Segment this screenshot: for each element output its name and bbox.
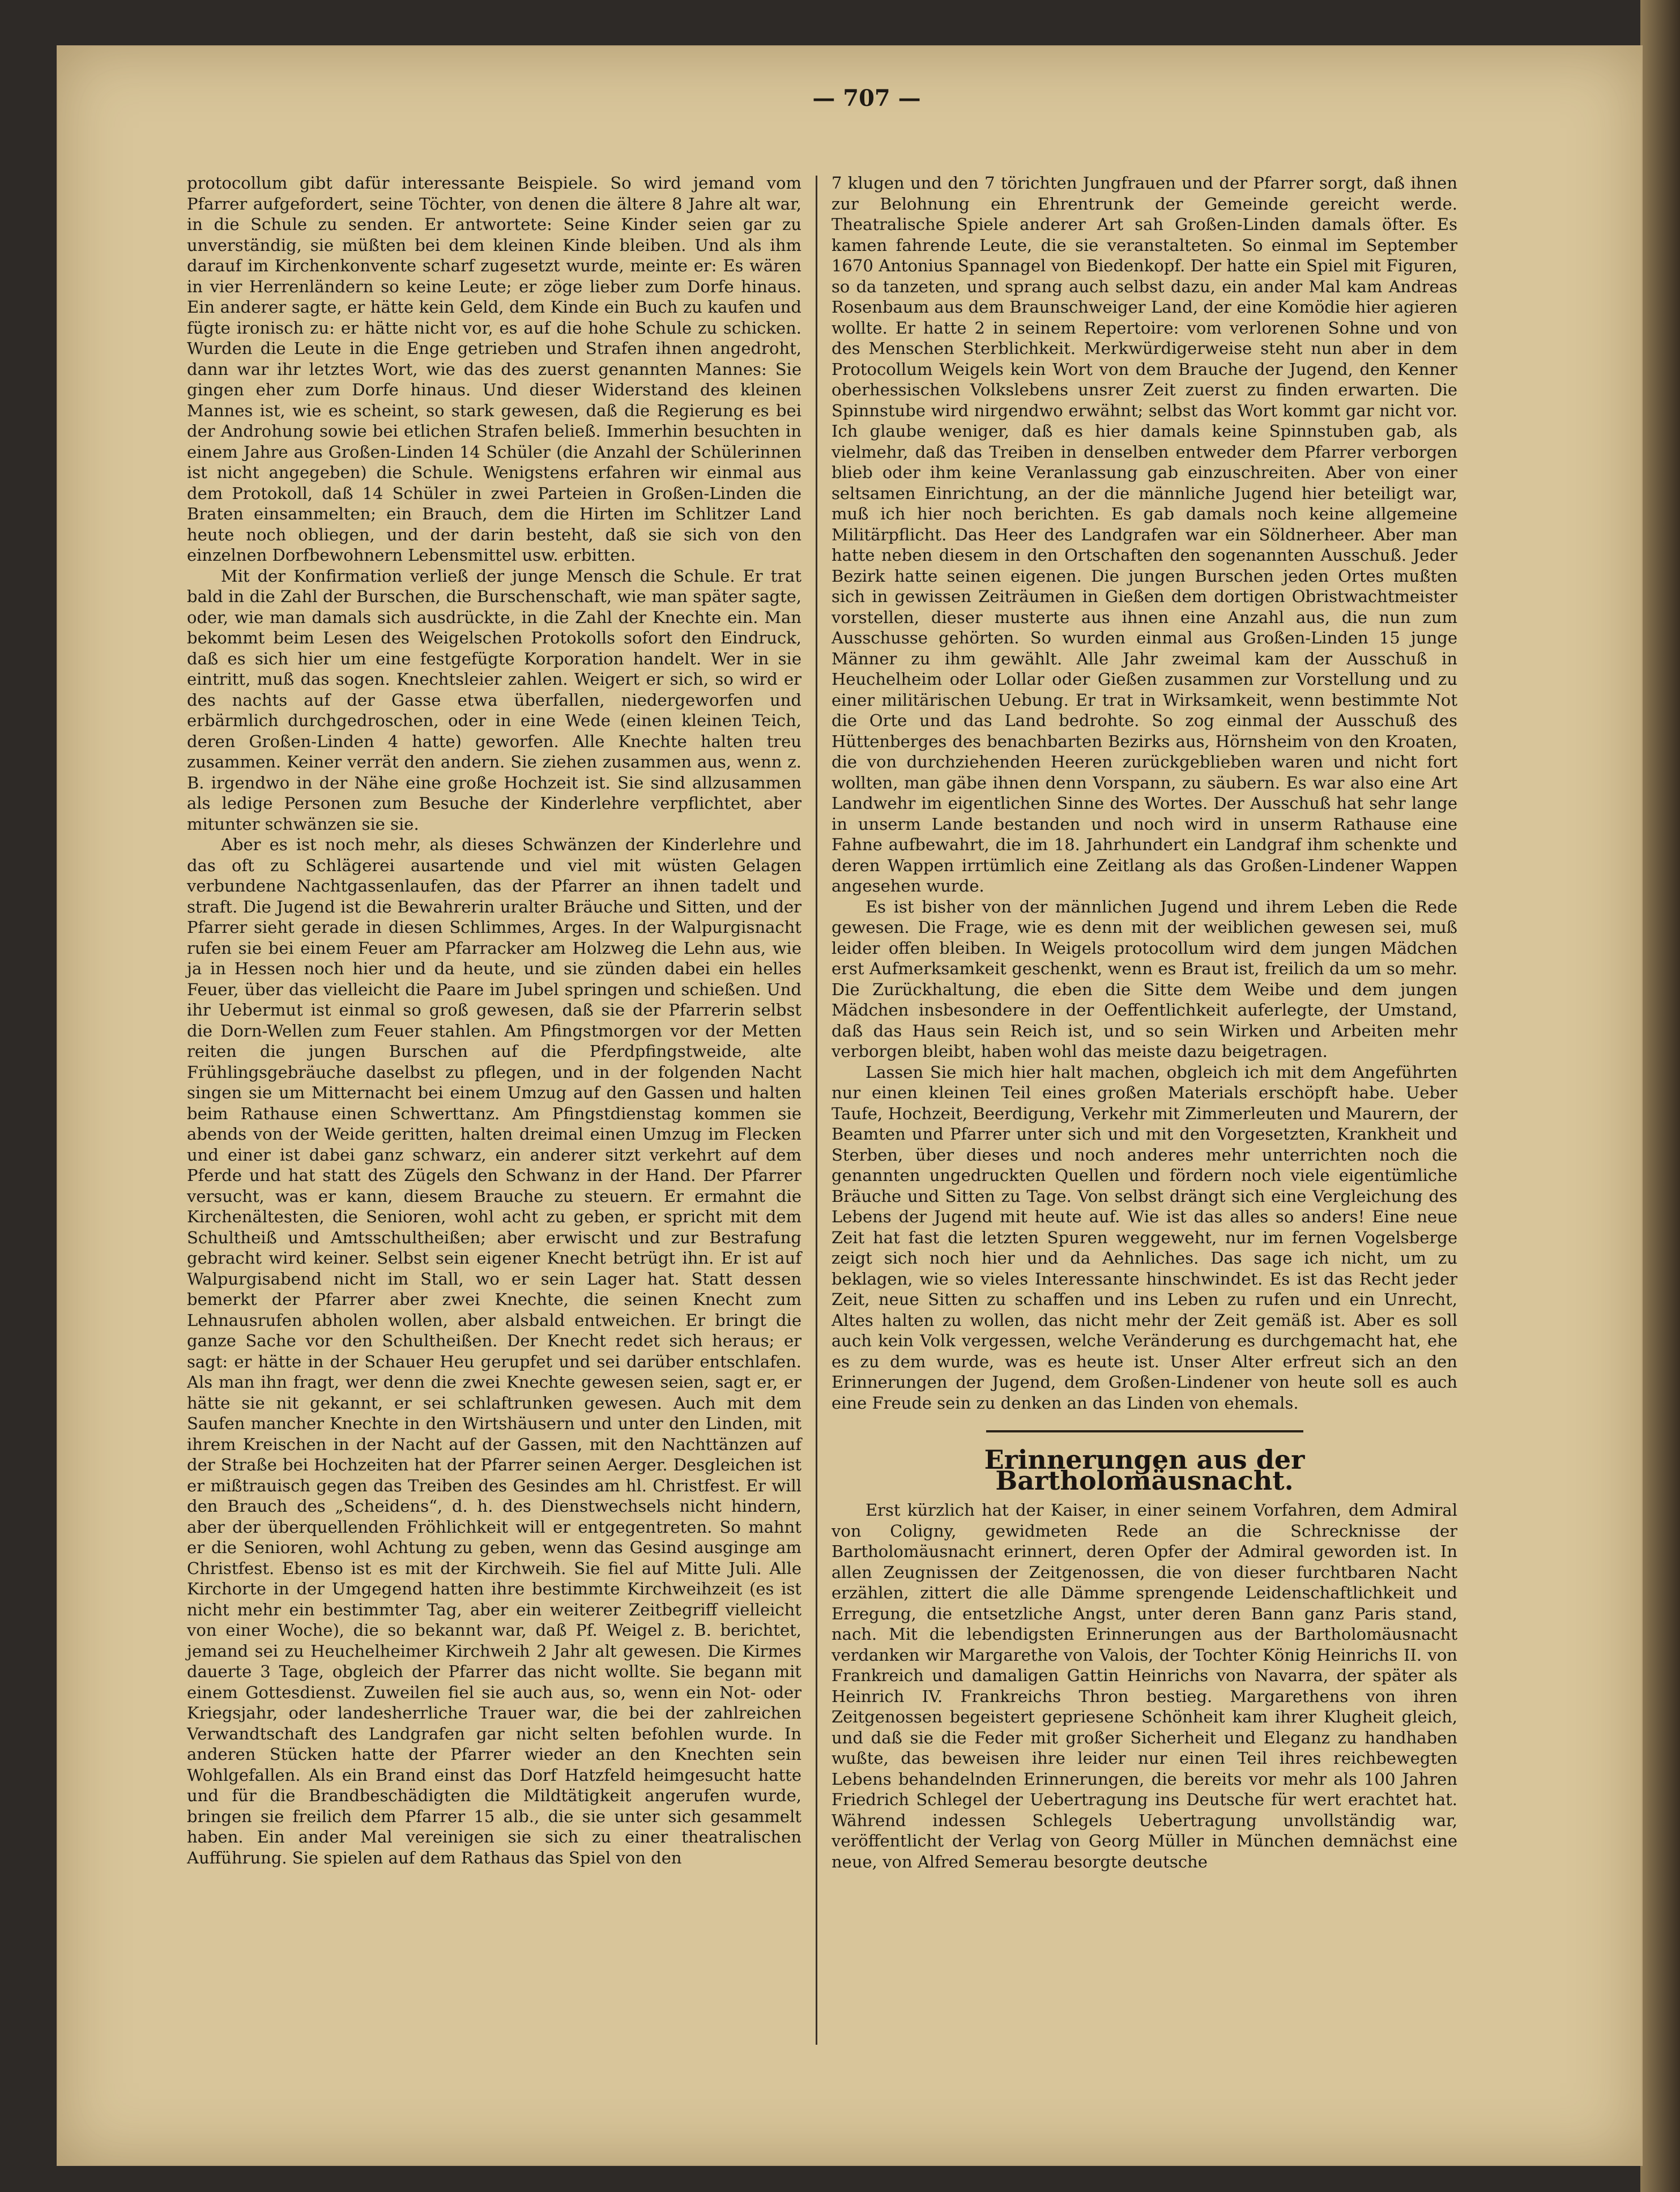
- paragraph: protocollum gibt dafür interessante Beispiele. So wird jemand vom Pfarrer aufgefordert, seine Töchter, von denen die ältere 8 Jahre alt war, in die Schule zu senden. Er antwortete: Seine Kinder seien gar zu unverständig, sie müßten bei dem kleinen Kinde bleiben. Und als ihm darauf im Kirchenkonvente scharf zugesetzt wurde, meinte er: Es wären in vier Herrenländern so keine Leute; er zöge lieber zum Dorfe hinaus. Ein anderer sagte, er hätte kein Geld, dem Kinde ein Buch zu kaufen und fügte ironisch zu: er hätte nicht vor, es auf die hohe Schule zu schicken. Wurden die Leute in die Enge getrieben und Strafen ihnen angedroht, dann war ihr letztes Wort, wie das des zuerst genannten Mannes: Sie gingen eher zum Dorfe hinaus. Und dieser Widerstand des kleinen Mannes ist, wie es scheint, so stark gewesen, daß die Regierung es bei der Androhung sowie bei etlichen Strafen beließ. Immerhin besuchten in einem Jahre aus Großen-Linden 14 Schüler (die Anzahl der Schülerinnen ist nicht angegeben) die Schule. Wenigstens erfahren wir einmal aus dem Protokoll, daß 14 Schüler in zwei Parteien in Großen-Linden die Braten einsammelten; ein Brauch, dem die Hirten im Schlitzer Land heute noch obliegen, und der darin besteht, daß sie sich von den einzelnen Dorfbewohnern Lebensmittel usw. erbitten.: [187, 173, 801, 565]
- paragraph: 7 klugen und den 7 törichten Jungfrauen und der Pfarrer sorgt, daß ihnen zur Belohnung ein Ehrentrunk der Gemeinde gereicht werde. Theatralische Spiele anderer Art sah Großen-Linden damals öfter. Es kamen fahrende Leute, die sie veranstalteten. So einmal im September 1670 Antonius Spannagel von Biedenkopf. Der hatte ein Spiel mit Figuren, so da tanzeten, und sprang auch selbst dazu, ein ander Mal kam Andreas Rosenbaum aus dem Braunschweiger Land, der eine Komödie hier agieren wollte. Er hatte 2 in seinem Repertoire: vom verlorenen Sohne und von des Menschen Sterblichkeit. Merkwürdigerweise steht nun aber in dem Protocollum Weigels kein Wort von dem Brauche der Jugend, den Kenner oberhessischen Volkslebens unsrer Zeit zuerst zu finden erwarten. Die Spinnstube wird nirgendwo erwähnt; selbst das Wort kommt gar nicht vor. Ich glaube weniger, daß es hier damals keine Spinnstuben gab, als vielmehr, daß das Treiben in denselben entweder dem Pfarrer verborgen blieb oder ihm keine Veranlassung gab einzuschreiten. Aber von einer seltsamen Einrichtung, an der die männliche Jugend hier beteiligt war, muß ich hier noch berichten. Es gab damals noch keine allgemeine Militärpflicht. Das Heer des Landgrafen war ein Söldnerheer. Aber man hatte neben diesem in den Ortschaften den sogenannten Ausschuß. Jeder Bezirk hatte seinen eigenen. Die jungen Burschen jeden Ortes mußten sich in gewissen Zeiträumen in Gießen dem dortigen Obristwachtmeister vorstellen, dieser musterte aus ihnen eine Anzahl aus, die nun zum Ausschusse gehörten. So wurden einmal aus Großen-Linden 15 junge Männer zu ihm gewählt. Alle Jahr zweimal kam der Ausschuß in Heuchelheim oder Lollar oder Gießen zusammen zur Vorstellung und zu einer militärischen Uebung. Er trat in Wirksamkeit, wenn bestimmte Not die Orte und das Land bedrohte. So zog einmal der Ausschuß des Hüttenberges des benachbarten Bezirks aus, Hörnsheim von den Kroaten, die von durchziehenden Heeren zurückgeblieben waren und nicht fort wollten, man gäbe ihnen denn Vorspann, zu säubern. Es war also eine Art Landwehr im eigentlichen Sinne des Wortes. Der Ausschuß hat sehr lange in unserm Lande bestanden und noch wird in unserm Rathause eine Fahne aufbewahrt, die im 18. Jahrhundert ein Landgraf ihm schenkte und deren Wappen irrtümlich eine Zeitlang als das Großen-Lindener Wappen angesehen wurde.: [832, 173, 1457, 895]
- paragraph: Mit der Konfirmation verließ der junge Mensch die Schule. Er trat bald in die Zahl der Burschen, die Burschenschaft, wie man später sagte, oder, wie man damals sich ausdrückte, in die Zahl der Knechte ein. Man bekommt beim Lesen des Weigelschen Protokolls sofort den Eindruck, daß es sich hier um eine festgefügte Korporation handelt. Wer in sie eintritt, muß das sogen. Knechtsleier zahlen. Weigert er sich, so wird er des nachts auf der Gasse etwa überfallen, niedergeworfen und erbärmlich durchgedroschen, oder in eine Wede (einen kleinen Teich, deren Großen-Linden 4 hatte) geworfen. Alle Knechte halten treu zusammen. Keiner verrät den andern. Sie ziehen zusammen aus, wenn z. B. irgendwo in der Nähe eine große Hochzeit ist. Sie sind allzusammen als ledige Personen zum Besuche der Kinderlehre verpflichtet, aber mitunter schwänzen sie sie.: [187, 566, 801, 834]
- paragraph: Lassen Sie mich hier halt machen, obgleich ich mit dem Angeführten nur einen kleinen Teil eines großen Materials erschöpft habe. Ueber Taufe, Hochzeit, Beerdigung, Verkehr mit Zimmerleuten und Maurern, der Beamten und Pfarrer unter sich und mit den Vorgesetzten, Krankheit und Sterben, über dieses und noch anderes mehr unterrichten noch die genannten ungedruckten Quellen und fördern noch viele eigentümliche Bräuche und Sitten zu Tage. Von selbst drängt sich eine Vergleichung des Lebens der Jugend mit heute auf. Wie ist das alles so anders! Eine neue Zeit hat fast die letzten Spuren weggeweht, nur im fernen Vogelsberge zeigt sich noch hier und da Aehnliches. Das sage ich nicht, um zu beklagen, wie so vieles Interessante hinschwindet. Es ist das Recht jeder Zeit, neue Sitten zu schaffen und ins Leben zu rufen und ein Unrecht, Altes halten zu wollen, das nicht mehr der Zeit gemäß ist. Aber es soll auch kein Volk vergessen, welche Veränderung es durchgemacht hat, ehe es zu dem wurde, was es heute ist. Unser Alter erfreut sich an den Erinnerungen der Jugend, dem Großen-Lindener von heute soll es auch eine Freude sein zu denken an das Linden von ehemals.: [832, 1062, 1457, 1413]
- book-edge: [1640, 0, 1680, 2192]
- left-column: [187, 173, 801, 1868]
- column-divider: [816, 176, 817, 2045]
- right-column: [832, 173, 1457, 1872]
- paragraph: Erst kürzlich hat der Kaiser, in einer seinem Vorfahren, dem Admiral von Coligny, gewidmeten Rede an die Schrecknisse der Bartholomäusnacht erinnert, deren Opfer der Admiral geworden ist. In allen Zeugnissen der Zeitgenossen, die von dieser furchtbaren Nacht erzählen, zittert die alle Dämme sprengende Leidenschaftlichkeit und Erregung, die entsetzliche Angst, unter deren Bann ganz Paris stand, nach. Mit die lebendigsten Erinnerungen aus der Bartholomäusnacht verdanken wir Margarethe von Valois, der Tochter König Heinrichs II. von Frankreich und damaligen Gattin Heinrichs von Navarra, der später als Heinrich IV. Frankreichs Thron bestieg. Margarethens von ihren Zeitgenossen begeistert gepriesene Schönheit kam ihrer Klugheit gleich, und daß sie die Feder mit großer Sicherheit und Eleganz zu handhaben wußte, das beweisen ihre leider nur einen Teil ihres reichbewegten Lebens behandelnden Erinnerungen, die bereits vor mehr als 100 Jahren Friedrich Schlegel der Uebertragung ins Deutsche für wert erachtet hat. Während indessen Schlegels Uebertragung unvollständig war, veröffentlicht der Verlag von Georg Müller in München demnächst eine neue, von Alfred Semerau besorgte deutsche: [832, 1500, 1457, 1871]
- paragraph: Aber es ist noch mehr, als dieses Schwänzen der Kinderlehre und das oft zu Schlägerei ausartende und viel mit wüsten Gelagen verbundene Nachtgassenlaufen, das der Pfarrer an ihnen tadelt und straft. Die Jugend ist die Bewahrerin uralter Bräuche und Sitten, und der Pfarrer sieht gerade in diesen Schlimmes, Arges. In der Walpurgisnacht rufen sie bei einem Feuer am Pfarracker am Holzweg die Lehn aus, wie ja in Hessen noch hier und da heute, und sie zünden dabei ein helles Feuer, über das vielleicht die Paare im Jubel springen und schießen. Und ihr Uebermut ist einmal so groß gewesen, daß sie der Pfarrerin selbst die Dorn-Wellen zum Feuer stahlen. Am Pfingstmorgen vor der Metten reiten die jungen Burschen auf die Pferdpfingstweide, alte Frühlingsgebräuche daselbst zu pflegen, und in der folgenden Nacht singen sie um Mitternacht bei einem Umzug auf den Gassen und halten beim Rathause einen Schwerttanz. Am Pfingstdienstag kommen sie abends von der Weide geritten, halten dreimal einen Umzug im Flecken und einer ist dabei ganz schwarz, ein anderer sitzt verkehrt auf dem Pferde und hat statt des Zügels den Schwanz in der Hand. Der Pfarrer versucht, was er kann, diesem Brauche zu steuern. Er ermahnt die Kirchenältesten, die Senioren, wohl acht zu geben, er spricht mit dem Schultheiß und Amtsschultheißen; aber erwischt und zur Bestrafung gebracht wird keiner. Selbst sein eigener Knecht betrügt ihn. Er ist auf Walpurgisabend nicht im Stall, wo er sein Lager hat. Statt dessen bemerkt der Pfarrer aber zwei Knechte, die seinen Knecht zum Lehnausrufen abholen wollen, aber alsbald entweichen. Er bringt die ganze Sache vor den Schultheißen. Der Knecht redet sich heraus; er sagt: er hätte in der Schauer Heu gerupfet und sei darüber entschlafen. Als man ihn fragt, wer denn die zwei Knechte gewesen seien, sagt er, er hätte sie nit gekannt, er sei schlaftrunken gewesen. Auch mit dem Saufen mancher Knechte in den Wirtshäusern und unter den Linden, mit ihrem Kreischen in der Nacht auf der Gassen, mit den Nachttänzen auf der Straße bei Hochzeiten hat der Pfarrer seinen Aerger. Desgleichen ist er mißtrauisch gegen das Treiben des Gesindes am hl. Christfest. Er will den Brauch des „Scheidens“, d. h. des Dienstwechsels nicht hindern, aber der überquellenden Fröhlichkeit will er entgegentreten. So mahnt er die Senioren, wohl Achtung zu geben, wenn das Gesind ausginge am Christfest. Ebenso ist es mit der Kirchweih. Sie fiel auf Mitte Juli. Alle Kirchorte in der Umgegend hatten ihre bestimmte Kirchweihzeit (es ist nicht mehr ein bestimmter Tag, aber ein weiterer Zeitbegriff vielleicht von einer Woche), die so bekannt war, daß Pf. Weigel z. B. berichtet, jemand sei zu Heuchelheimer Kirchweih 2 Jahr alt gewesen. Die Kirmes dauerte 3 Tage, obgleich der Pfarrer das nicht wollte. Sie begann mit einem Gottesdienst. Zuweilen fiel sie auch aus, so, wenn ein Not- oder Kriegsjahr, oder landesherrliche Trauer war, die bei der zahlreichen Verwandtschaft des Landgrafen gar nicht selten befohlen wurde. In anderen Stücken hatte der Pfarrer wieder an den Knechten sein Wohlgefallen. Als ein Brand einst das Dorf Hatzfeld heimgesucht hatte und für die Brandbeschädigten die Mildtätigkeit angerufen wurde, bringen sie freilich dem Pfarrer 15 alb., die sie unter sich gesammelt haben. Ein ander Mal vereinigen sie sich zu einer theatralischen Aufführung. Sie spielen auf dem Rathaus das Spiel von den: [187, 835, 801, 1867]
- page-number: — 707 —: [812, 85, 921, 112]
- paragraph: Es ist bisher von der männlichen Jugend und ihrem Leben die Rede gewesen. Die Frage, wie es denn mit der weiblichen gewesen sei, muß leider offen bleiben. In Weigels protocollum wird dem jungen Mädchen erst Aufmerksamkeit geschenkt, wenn es Braut ist, freilich da um so mehr. Die Zurückhaltung, die eben die Sitte dem Weibe und dem jungen Mädchen insbesondere in der Oeffentlichkeit auferlegte, der Umstand, daß das Haus sein Reich ist, und so sein Wirken und Arbeiten mehr verborgen bleibt, haben wohl das meiste dazu beigetragen.: [832, 897, 1457, 1061]
- section-divider: [986, 1430, 1303, 1432]
- section-heading: Erinnerungen aus der Bartholomäusnacht.: [984, 1444, 1305, 1496]
